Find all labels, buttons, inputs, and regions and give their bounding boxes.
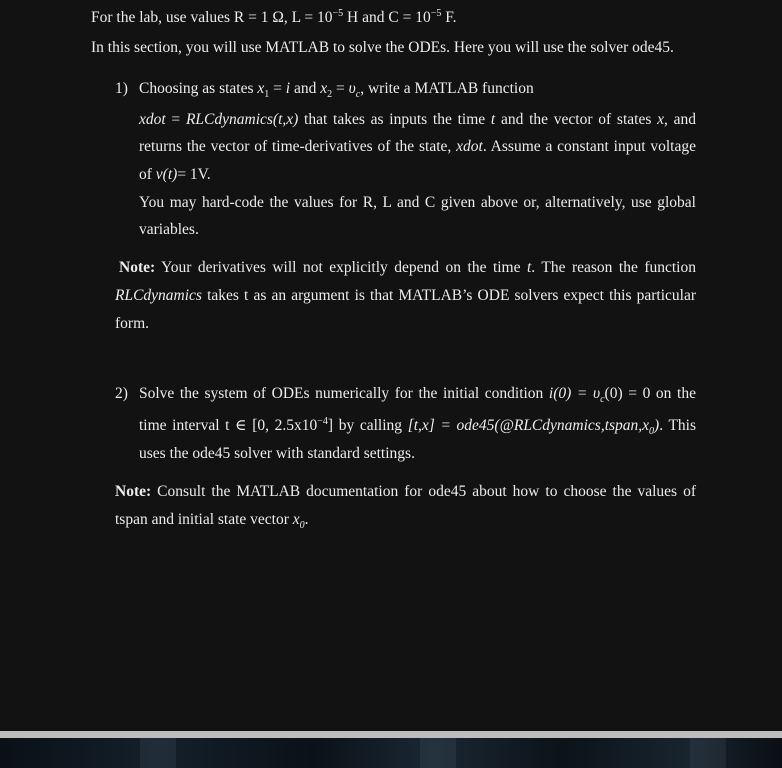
item2-text-end: on the [650,385,696,402]
item1-line4-text: of [139,166,156,183]
background-mark [420,738,456,768]
state-x2: x [320,80,328,97]
note1-line2-text: takes t as an argument is that MATLAB’s ODE solvers expect this particular [201,287,696,304]
item1-text: Choosing as states [139,80,258,97]
item2-text: Solve the system of ODEs numerically for the initial condition [139,385,549,402]
intro-values-text-2: H and C = 10 [343,9,431,26]
note2-label: Note: [115,483,152,500]
note2-line2 [115,506,309,534]
function-signature: RLCdynamics(t,x) [185,111,299,128]
item1-line2 [139,106,696,134]
note1-function-name: RLCdynamics [115,287,202,304]
item1-text-end: , write a MATLAB function [360,80,534,97]
input-voltage-var: v(t) [155,166,178,183]
intro-values-text: For the lab, use values R = 1 Ω, L = 10 [91,9,333,26]
time-interval-exponent: −4 [317,416,328,427]
item1-line3-text: returns the vector of time-derivatives of the state, [139,138,457,155]
item1-line2-text: that takes as inputs the time [298,111,491,128]
item2-line3: uses the ode45 solver with standard settings. [139,445,415,462]
voltage-subscript: c [355,89,361,100]
x0-var-subscript: 0 [299,520,305,531]
note1-label: Note: [119,259,156,276]
item1-line1 [139,75,534,103]
state-vector-var: x [657,111,664,128]
item1-line5: You may hard-code the values for R, L and C given above or, alternatively, use global [139,194,696,211]
x0-var: x [292,511,300,528]
ode45-call: [t,x] = ode45(@RLCdynamics,tspan,x [407,417,650,434]
note1-line2 [115,282,696,310]
item2-line2-text: ] by calling [327,417,408,434]
note1-line3: form. [115,315,150,332]
intro-values-text-3: F. [441,9,457,26]
initial-condition-2: (0) = 0 [604,385,651,402]
current-symbol: i [285,80,291,97]
item2-line1 [139,380,696,408]
intro-values-line [91,4,456,32]
note2-line2-text: tspan and initial state vector [115,511,293,528]
intro-solver-line: In this section, you will use MATLAB to solve the ODEs. Here you will use the solver ode45. [91,39,674,56]
note2-period: . [304,511,309,528]
state-x1: x [257,80,265,97]
item2-line2-text-2: . This [659,417,697,434]
time-var: t [490,111,496,128]
equals-sign: = [269,80,286,97]
time-interval-text: time interval t ∈ [0, 2.5x10 [139,417,318,434]
inductance-exponent: −5 [332,8,344,19]
item1-line3-text-2: . Assume a constant input voltage [482,138,696,155]
page-bottom-divider [0,731,782,738]
xdot-var-2: xdot [456,138,483,155]
note2-text: Consult the MATLAB documentation for ode45 about how to choose the values of [151,483,696,500]
item1-line4 [139,161,211,189]
item1-line3 [139,133,696,161]
background-mark [140,738,176,768]
x0-subscript: 0 [649,426,655,437]
note1-text: Your derivatives will not explicitly depend on the time [155,259,527,276]
item2-line2 [139,412,696,440]
ode45-call-close: ) [654,417,660,434]
item2-number: 2) [115,385,128,402]
state-x1-subscript: 1 [264,89,270,100]
item1-number: 1) [115,80,128,97]
equals-sign-3: = [165,111,186,128]
initial-condition-subscript: c [600,394,605,405]
background-strip [0,738,782,768]
capacitance-exponent: −5 [430,8,442,19]
background-mark [690,738,726,768]
voltage-symbol: υ [348,80,356,97]
item1-line6: variables. [139,221,199,238]
note2-line1 [115,478,696,506]
xdot-var: xdot [139,111,166,128]
initial-condition: i(0) = υ [548,385,601,402]
item1-and-text: and [290,80,321,97]
note1-time-var: t [526,259,532,276]
item1-line2-text-3: , and [664,111,697,128]
item1-line2-text-2: and the vector of states [495,111,658,128]
state-x2-subscript: 2 [327,89,333,100]
input-voltage-value: = 1V. [177,166,211,183]
note1-text-2: . The reason the function [531,259,696,276]
note1-line1 [115,254,696,282]
equals-sign-2: = [332,80,349,97]
